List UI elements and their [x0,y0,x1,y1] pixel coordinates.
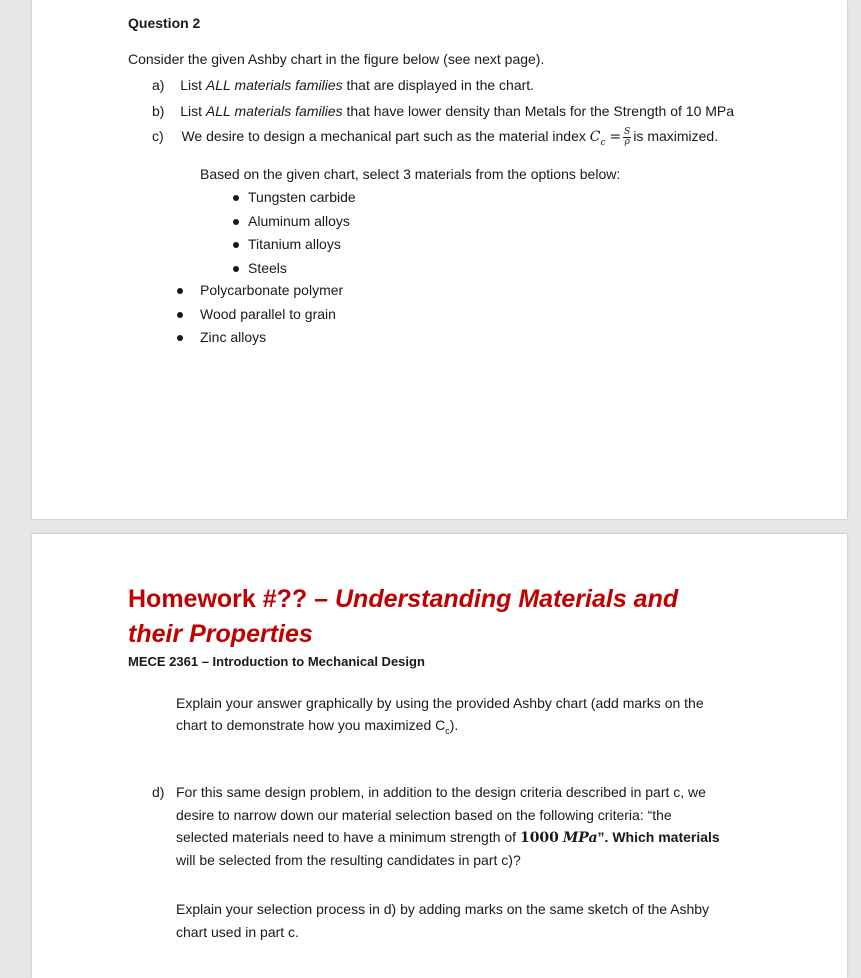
bullet-icon [233,242,239,248]
bullet-icon [233,195,239,201]
part-c-post: is maximized. [633,128,719,145]
strength-over-density-fraction [623,128,631,147]
option-item: Aluminum alloys [248,212,350,229]
part-b [152,103,734,119]
part-d-line-3 [176,829,720,846]
homework-title-italic-2: their Properties [128,620,313,648]
part-a-post: that are displayed in the chart. [342,77,535,93]
part-d-marker: d) [152,784,165,800]
min-strength-value: 1000 [519,830,559,846]
document-page-2 [32,534,847,978]
part-b-emphasis: ALL materials families [205,103,343,119]
question-title: Question 2 [128,15,201,31]
bullet-icon [177,288,183,294]
material-index-subscript: c [600,138,606,148]
part-a-emphasis: ALL materials families [205,77,343,93]
document-page-1 [32,0,847,519]
part-b-post: that have lower density than Metals for the Strength of 10 MPa [342,103,735,119]
explain-c-subscript: c [445,725,450,736]
bullet-icon [233,266,239,272]
options-intro: Based on the given chart, select 3 materials from the options below: [200,166,621,182]
option-item: Steels [248,259,287,276]
bullet-icon [177,312,183,318]
homework-title-italic-1: Understanding Materials and [335,585,679,613]
option-item: Tungsten carbide [248,189,356,205]
question-intro: Consider the given Ashby chart in the figure below (see next page). [128,51,545,67]
part-d-line-1: For this same design problem, in addition to the design criteria described in part c, we [176,784,706,800]
part-d-line-3-pre: selected materials need to have a minimum strength of [176,829,520,845]
explain-c-line-1: Explain your answer graphically by using the provided Ashby chart (add marks on the [176,695,704,711]
option-item: Zinc alloys [200,329,267,345]
fraction-denominator: ρ [624,137,630,147]
part-d-line-3-post: ”. Which materials [597,829,720,845]
part-a-marker: a) [152,77,165,93]
fraction-numerator: S [624,127,631,137]
part-a-pre: List [180,77,206,93]
bullet-icon [177,335,183,341]
homework-title-line-2 [128,620,313,649]
material-index-symbol: C [589,129,601,146]
course-name: MECE 2361 – Introduction to Mechanical Design [128,654,425,669]
option-item: Polycarbonate polymer [200,282,344,298]
part-d-line-4: will be selected from the resulting candidates in part c)? [176,852,521,868]
min-strength-unit: MPa [562,830,598,846]
part-c [152,128,718,148]
equals-sign: = [609,129,622,146]
part-c-marker: c) [152,128,164,145]
part-b-pre: List [180,103,206,119]
bullet-icon [233,219,239,225]
explain-c-line-2-post: ). [449,717,459,733]
option-item: Titanium alloys [248,236,341,252]
part-b-marker: b) [152,103,165,119]
explain-c-line-2-pre: chart to demonstrate how you maximized C [176,717,446,733]
part-d-line-2: desire to narrow down our material selection based on the following criteria: “the [176,807,672,823]
part-a [152,77,534,93]
explain-c-line-2 [176,717,458,736]
homework-title-prefix: Homework #?? – [128,585,335,613]
part-c-pre: We desire to design a mechanical part such as the material index [181,128,590,145]
explain-d-line-2: chart used in part c. [176,924,299,940]
homework-title-line-1 [128,585,678,614]
option-item: Wood parallel to grain [200,305,336,322]
explain-d-line-1: Explain your selection process in d) by adding marks on the same sketch of the Ashby [176,901,710,917]
